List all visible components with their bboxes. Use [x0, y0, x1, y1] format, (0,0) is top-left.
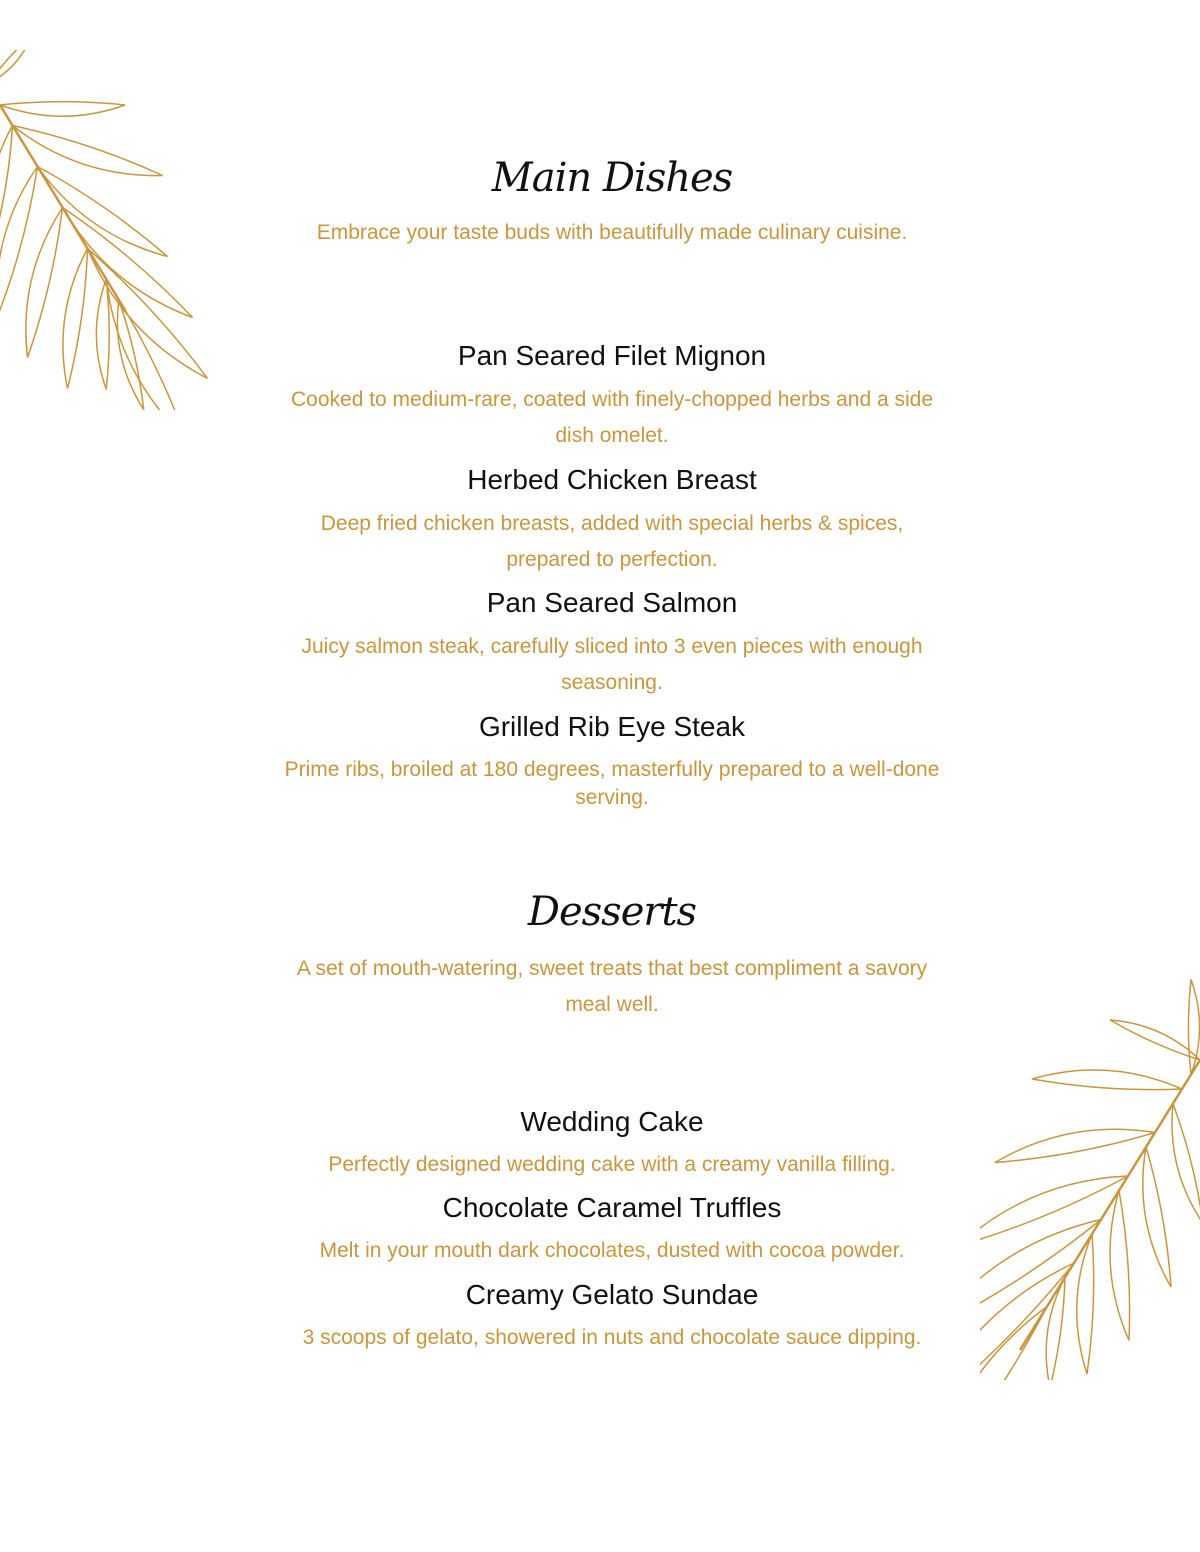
leaf	[117, 300, 143, 410]
leaf-decoration-bottom-right	[980, 960, 1200, 1380]
menu-item-name: Wedding Cake	[520, 1106, 704, 1137]
menu-item-description: Perfectly designed wedding cake with a creamy vanilla filling.	[328, 1153, 896, 1176]
menu-item-name: Chocolate Caramel Truffles	[442, 1192, 782, 1223]
menu-item-name: Creamy Gelato Sundae	[465, 1279, 759, 1310]
menu-item-name: Pan Seared Salmon	[486, 587, 738, 618]
leaf	[96, 279, 109, 389]
menu-item-name: Pan Seared Filet Mignon	[457, 340, 767, 371]
section-subtitle: A set of mouth-watering, sweet treats that best compliment a savory meal well.	[296, 957, 928, 1016]
leaf	[1110, 1191, 1130, 1341]
leaf	[1143, 1147, 1171, 1287]
leaf	[0, 126, 13, 246]
section-subtitle: Embrace your taste buds with beautifully made culinary cuisine.	[316, 221, 908, 244]
menu-item-description: Prime ribs, broiled at 180 degrees, masterfully prepared to a well-done serving.	[284, 758, 940, 809]
leaf	[1188, 980, 1199, 1075]
menu-item-description: 3 scoops of gelato, showered in nuts and chocolate sauce dipping.	[302, 1326, 922, 1349]
leaf	[13, 126, 163, 176]
leaf-decoration-top-left	[0, 50, 230, 410]
menu-item-description: Cooked to medium-rare, coated with finely-chopped herbs and a side dish omelet.	[290, 388, 934, 447]
section-title: Main Dishes	[491, 155, 733, 201]
menu-item-description: Melt in your mouth dark chocolates, dusted with cocoa powder.	[319, 1239, 905, 1262]
leaf	[0, 50, 33, 85]
leaf	[995, 1129, 1155, 1162]
leaf	[63, 249, 88, 389]
menu-item-name: Herbed Chicken Breast	[467, 464, 757, 495]
menu-item-description: Deep fried chicken breasts, added with special herbs & spices, prepared to perfection.	[320, 512, 904, 571]
leaf	[980, 1307, 1047, 1381]
section-title: Desserts	[527, 889, 697, 935]
leaf	[1110, 1020, 1200, 1060]
leaf	[1172, 1104, 1200, 1224]
leaf	[26, 208, 63, 358]
menu-item-description: Juicy salmon steak, carefully sliced into 3 even pieces with enough seasoning.	[301, 635, 923, 694]
leaf	[0, 102, 125, 117]
leaf	[1032, 1070, 1182, 1090]
menu-item-name: Grilled Rib Eye Steak	[478, 711, 746, 742]
